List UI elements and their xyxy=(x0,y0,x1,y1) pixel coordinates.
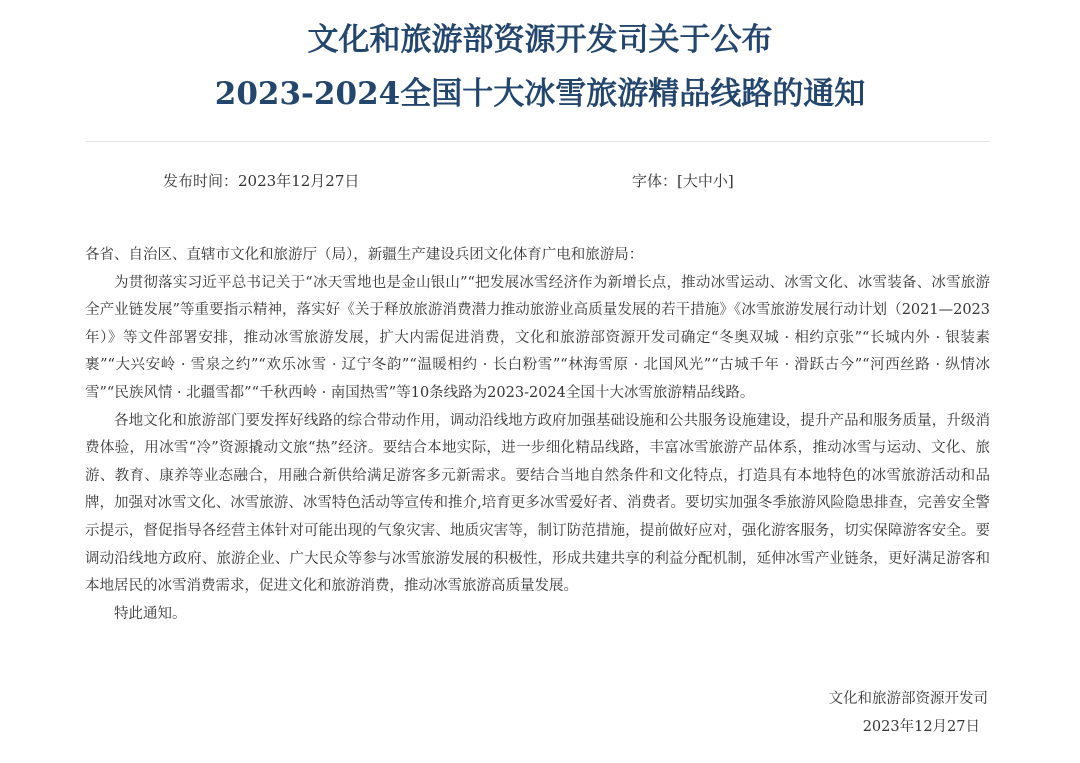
body-paragraph-closing: 特此通知。 xyxy=(114,605,187,622)
font-size-selector xyxy=(632,170,734,192)
notice-body xyxy=(85,242,990,628)
title-divider xyxy=(85,141,990,142)
font-size-medium-button[interactable]: 中 xyxy=(697,172,713,190)
body-paragraph-2: 各地文化和旅游部门要发挥好线路的综合带动作用，调动沿线地方政府加强基础设施和公共服务设施建设，提升产品和服务质量，升级消费体验，用冰雪“冷”资源撬动文旅“热”经济。要结合本地实际，进一步细化精品线路，丰富冰雪旅游产品体系，推动冰雪与运动、文化、旅游、教育、康养等业态融合，用融合新供给满足游客多元新需求。要结合当地自然条件和文化特点，打造具有本地特色的冰雪旅游活动和品牌，加强对冰雪文化、冰雪旅游、冰雪特色活动等宣传和推介,培育更多冰雪爱好者、消费者。要切实加强冬季旅游风险隐患排查，完善安全警示提示，督促指导各经营主体针对可能出现的气象灾害、地质灾害等，制订防范措施，提前做好应对，强化游客服务，切实保障游客安全。要调动沿线地方政府、旅游企业、广大民众等参与冰雪旅游发展的积极性，形成共建共享的利益分配机制，延伸冰雪产业链条，更好满足游客和本地居民的冰雪消费需求，促进文化和旅游消费，推动冰雪旅游高质量发展。 xyxy=(85,412,990,595)
font-size-bracket-close: ] xyxy=(727,172,734,190)
font-size-label: 字体： xyxy=(632,172,678,190)
page-title-line-1: 文化和旅游部资源开发司关于公布 xyxy=(307,22,773,58)
font-size-large-button[interactable]: 大 xyxy=(682,172,698,190)
publish-date-value: 2023年12月27日 xyxy=(238,172,360,190)
signature-organization: 文化和旅游部资源开发司 xyxy=(828,691,988,707)
signature-date: 2023年12月27日 xyxy=(862,719,980,735)
body-paragraph-1: 为贯彻落实习近平总书记关于“冰天雪地也是金山银山”“把发展冰雪经济作为新增长点，推动冰雪运动、冰雪文化、冰雪装备、冰雪旅游全产业链发展”等重要指示精神，落实好《关于释放旅游消费潜力推动旅游业高质量发展的若干措施》《冰雪旅游发展行动计划（2021—2023年）》等文件部署安排，推动冰雪旅游发展，扩大内需促进消费，文化和旅游部资源开发司确定“冬奥双城 · 相约京张”“长城内外 · 银装素裹”“大兴安岭 · 雪泉之约”“欢乐冰雪 · 辽宁冬韵”“温暖相约 · 长白粉雪”“林海雪原 · 北国风光”“古城千年 · 滑跃古今”“河西丝路 · 纵情冰雪”“民族风情 · 北疆雪都”“千秋西岭 · 南国热雪”等10条线路为2023-2024全国十大冰雪旅游精品线路。 xyxy=(85,274,990,401)
salutation: 各省、自治区、直辖市文化和旅游厅（局），新疆生产建设兵团文化体育广电和旅游局： xyxy=(85,247,644,263)
publish-date-row xyxy=(163,170,359,192)
font-size-bracket-open: [ xyxy=(677,172,683,190)
page-title-line-2: 2023-2024全国十大冰雪旅游精品线路的通知 xyxy=(214,76,866,112)
font-size-small-button[interactable]: 小 xyxy=(712,172,728,190)
publish-date-label: 发布时间： xyxy=(163,172,239,190)
